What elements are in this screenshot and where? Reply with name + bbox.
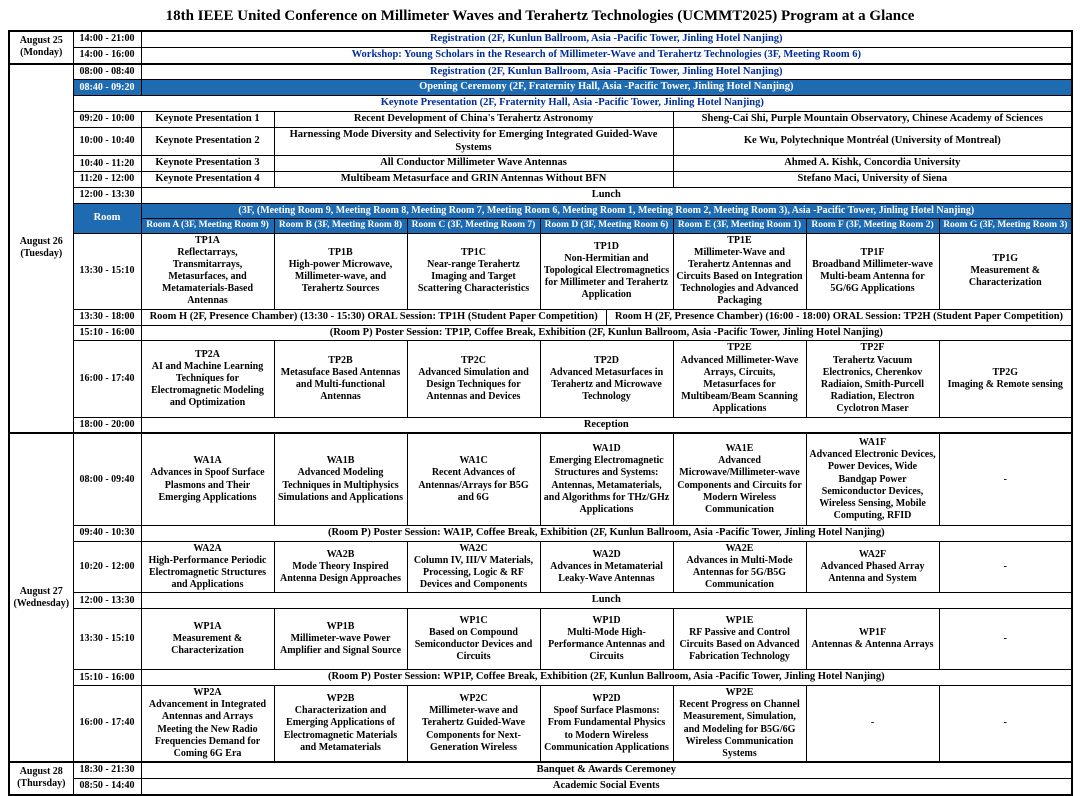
session-cell-tp1c xyxy=(407,233,540,309)
dash: - xyxy=(1003,633,1007,645)
row-oral-sessions xyxy=(9,309,1072,325)
keynote-header-cell: Keynote Presentation (2F, Fraternity Hall, Asia -Pacific Tower, Jinling Hotel Nanjing) xyxy=(73,96,1072,112)
opening-ceremony-cell: Opening Ceremony (2F, Fraternity Hall, Asia -Pacific Tower, Jinling Hotel Nanjing) xyxy=(141,80,1072,96)
time-cell: 13:30 - 15:10 xyxy=(73,609,141,670)
oral-halves xyxy=(142,310,1072,325)
session-cell-wp2d xyxy=(540,686,673,763)
session-cell-wa2a xyxy=(141,541,274,593)
session-code: TP2F xyxy=(860,342,885,354)
lunch-cell: Lunch xyxy=(141,187,1072,203)
session-code: WA2F xyxy=(858,548,887,560)
keynote-label: Keynote Presentation 4 xyxy=(141,172,274,188)
row-registration-aug25 xyxy=(9,31,1072,47)
time-cell: 09:20 - 10:00 xyxy=(73,111,141,127)
session-code: TP2D xyxy=(594,354,619,366)
session-cell-wa1a xyxy=(141,433,274,525)
session-code: WA2C xyxy=(459,542,488,554)
session-cell-wa1e xyxy=(673,433,806,525)
session-cell-wa2c xyxy=(407,541,540,593)
session-title: Advances in Metamaterial Leaky-Wave Antennas xyxy=(550,560,663,585)
time-cell: 15:10 - 16:00 xyxy=(73,325,141,341)
row-reception xyxy=(9,417,1072,433)
session-title: Mode Theory Inspired Antenna Design Approaches xyxy=(280,560,401,585)
time-cell: 13:30 - 15:10 xyxy=(73,233,141,309)
session-code: WP1B xyxy=(326,620,355,632)
session-cell-tp1f xyxy=(806,233,939,309)
session-title: Emerging Electromagnetic Structures and Systems: Antennas, Metamaterials, and Algorithms for THz/GHz Applications xyxy=(543,455,670,515)
row-lunch-aug27 xyxy=(9,593,1072,609)
row-keynote-4 xyxy=(9,172,1072,188)
session-code: WA2D xyxy=(592,548,621,560)
session-cell-wa2d xyxy=(540,541,673,593)
registration-aug26-cell: Registration (2F, Kunlun Ballroom, Asia -Pacific Tower, Jinling Hotel Nanjing) xyxy=(141,64,1072,80)
row-sessions-wp2 xyxy=(9,686,1072,763)
row-sessions-tp1 xyxy=(9,233,1072,309)
session-code: WA2E xyxy=(725,542,754,554)
session-title: High-power Microwave, Millimeter-wave, and Terahertz Sources xyxy=(288,258,393,295)
session-title: Measurement & Characterization xyxy=(968,265,1042,289)
poster-wa1p-cell: (Room P) Poster Session: WA1P, Coffee Break, Exhibition (2F, Kunlun Ballroom, Asia -Pacific Tower, Jinling Hotel Nanjing) xyxy=(141,525,1072,541)
banquet-cell: Banquet & Awards Ceremoney xyxy=(141,762,1072,778)
session-cell-wa2e xyxy=(673,541,806,593)
keynote-title: Multibeam Metasurface and GRIN Antennas Without BFN xyxy=(274,172,673,188)
oral-session-tp1h: Room H (2F, Presence Chamber) (13:30 - 15:30) ORAL Session: TP1H (Student Paper Competition) xyxy=(149,310,598,322)
session-code: WP2D xyxy=(592,693,621,705)
session-code: WA1E xyxy=(725,443,754,455)
session-cell-tp2f xyxy=(806,341,939,417)
session-cell-tp1e xyxy=(673,233,806,309)
time-cell: 14:00 - 21:00 xyxy=(73,31,141,47)
session-code: TP2B xyxy=(328,354,353,366)
row-keynote-header xyxy=(9,96,1072,112)
session-title: Advances in Spoof Surface Plasmons and Their Emerging Applications xyxy=(150,467,265,503)
time-cell: 15:10 - 16:00 xyxy=(73,670,141,686)
row-sessions-wa2 xyxy=(9,541,1072,593)
session-title: RF Passive and Control Circuits Based on Advanced Fabrication Technology xyxy=(679,627,800,663)
row-sessions-tp2 xyxy=(9,341,1072,417)
session-cell-tp2e xyxy=(673,341,806,417)
row-workshop xyxy=(9,47,1072,63)
session-cell-wa1f xyxy=(806,433,939,525)
session-title: Terahertz Vacuum Electronics, Cherenkov Radiaion, Smith-Purcell Radiation, Electron Cyclotron Maser xyxy=(820,354,925,415)
session-title: Advanced Metasurfaces in Terahertz and Microwave Technology xyxy=(549,366,664,403)
date-cell-aug28 xyxy=(9,762,73,795)
session-cell-wa1d xyxy=(540,433,673,525)
session-title: Column IV, III/V Materials, Processing, Logic & RF Devices and Components xyxy=(413,554,534,591)
page-title: 18th IEEE United Conference on Millimeter Waves and Terahertz Technologies (UCMMT2025) Program at a Glance xyxy=(165,8,915,24)
row-room-header xyxy=(9,203,1072,218)
session-title: Characterization and Emerging Applications of Electromagnetic Materials and Metamaterials xyxy=(283,705,398,753)
time-cell: 14:00 - 16:00 xyxy=(73,47,141,63)
session-code: WA2B xyxy=(326,548,355,560)
keynote-title: Recent Development of China's Terahertz Astronomy xyxy=(274,111,673,127)
session-code: TP2A xyxy=(195,348,220,360)
time-cell: 09:40 - 10:30 xyxy=(73,525,141,541)
room-f-header: Room F (3F, Meeting Room 2) xyxy=(806,218,939,233)
room-floor-cell: (3F, (Meeting Room 9, Meeting Room 8, Meeting Room 7, Meeting Room 6, Meeting Room 1, Meeting Room 2, Meeting Room 3), Asia -Pacific Tower, Jinling Hotel Nanjing) xyxy=(141,203,1072,218)
date-line1: August 25 xyxy=(19,35,63,47)
room-c-header: Room C (3F, Meeting Room 7) xyxy=(407,218,540,233)
keynote-label: Keynote Presentation 3 xyxy=(141,156,274,172)
session-title: Reflectarrays, Transmitarrays, Metasurfaces, and Metamaterials-Based Antennas xyxy=(161,246,254,307)
session-cell-tp2a xyxy=(141,341,274,417)
session-cell-empty xyxy=(939,541,1072,593)
session-cell-wp2c xyxy=(407,686,540,763)
session-code: WA2A xyxy=(193,542,222,554)
session-code: TP2G xyxy=(992,366,1019,378)
row-room-names xyxy=(9,218,1072,233)
session-code: TP1A xyxy=(195,234,220,246)
session-code: WA1A xyxy=(193,455,222,467)
time-cell: 08:00 - 09:40 xyxy=(73,433,141,525)
keynote-speaker: Ahmed A. Kishk, Concordia University xyxy=(673,156,1072,172)
session-cell-wp1d xyxy=(540,609,673,670)
time-cell: 10:20 - 12:00 xyxy=(73,541,141,593)
session-code: TP1B xyxy=(328,246,353,258)
session-cell-tp2b xyxy=(274,341,407,417)
room-label-cell: Room xyxy=(73,203,141,233)
date-line1: August 28 xyxy=(19,766,63,778)
session-code: WP2B xyxy=(326,693,355,705)
session-code: TP2C xyxy=(461,354,486,366)
session-title: Antennas & Antenna Arrays xyxy=(811,639,934,651)
session-cell-wp1f xyxy=(806,609,939,670)
room-g-header: Room G (3F, Meeting Room 3) xyxy=(939,218,1072,233)
time-cell: 10:40 - 11:20 xyxy=(73,156,141,172)
session-code: WP1F xyxy=(858,627,887,639)
session-title: Measurement & Characterization xyxy=(171,633,244,657)
keynote-speaker: Ke Wu, Polytechnique Montréal (University of Montreal) xyxy=(673,127,1072,156)
time-cell: 08:50 - 14:40 xyxy=(73,778,141,794)
program-table xyxy=(8,30,1073,796)
session-title: Recent Advances of Antennas/Arrays for B5G and 6G xyxy=(418,467,529,503)
row-registration-aug26 xyxy=(9,64,1072,80)
academic-social-cell: Academic Social Events xyxy=(141,778,1072,794)
session-cell-wp1e xyxy=(673,609,806,670)
time-cell: 08:00 - 08:40 xyxy=(73,64,141,80)
session-title: Millimeter-Wave and Terahertz Antennas and Circuits Based on Integration Technologies and Advanced Packaging xyxy=(676,246,803,307)
session-code: WP1A xyxy=(193,620,222,632)
session-title: Near-range Terahertz Imaging and Target Scattering Characteristics xyxy=(417,258,530,295)
session-title: Based on Compound Semiconductor Devices and Circuits xyxy=(414,627,533,663)
row-sessions-wp1 xyxy=(9,609,1072,670)
row-sessions-wa1 xyxy=(9,433,1072,525)
date-line2: (Thursday) xyxy=(17,778,66,790)
session-title: Advanced Electronic Devices, Power Devices, Wide Bandgap Power Semiconductor Devices, Wireless Sensing, Mobile Computing, RFID xyxy=(809,449,936,522)
registration-aug25-cell: Registration (2F, Kunlun Ballroom, Asia -Pacific Tower, Jinling Hotel Nanjing) xyxy=(141,31,1072,47)
row-academic-social xyxy=(9,778,1072,794)
keynote-title: Harnessing Mode Diversity and Selectivity for Emerging Integrated Guided-Wave Systems xyxy=(274,127,673,156)
row-keynote-2 xyxy=(9,127,1072,156)
session-cell-tp1d xyxy=(540,233,673,309)
row-poster-wp1p xyxy=(9,670,1072,686)
session-code: TP1E xyxy=(727,234,752,246)
session-title: Millimeter-wave Power Amplifier and Signal Source xyxy=(279,633,402,657)
session-cell-wa1c xyxy=(407,433,540,525)
date-line2: (Monday) xyxy=(20,47,63,59)
room-b-header: Room B (3F, Meeting Room 8) xyxy=(274,218,407,233)
session-code: WP1D xyxy=(592,614,621,626)
session-code: WA1D xyxy=(592,443,621,455)
session-code: WP1C xyxy=(459,614,488,626)
session-code: WA1C xyxy=(459,455,488,467)
oral-sessions-cell xyxy=(141,309,1072,325)
session-code: TP1C xyxy=(461,246,486,258)
session-code: WA1B xyxy=(326,455,355,467)
time-cell: 18:00 - 20:00 xyxy=(73,417,141,433)
session-cell-wp2b xyxy=(274,686,407,763)
poster-tp1p-cell: (Room P) Poster Session: TP1P, Coffee Break, Exhibition (2F, Kunlun Ballroom, Asia -Pacific Tower, Jinling Hotel Nanjing) xyxy=(141,325,1072,341)
session-title: AI and Machine Learning Techniques for Electromagnetic Modeling and Optimization xyxy=(151,360,264,409)
time-cell: 11:20 - 12:00 xyxy=(73,172,141,188)
session-title: Recent Progress on Channel Measurement, Simulation, and Modeling for B5G/6G Wireless Communication Systems xyxy=(679,699,800,759)
session-code: TP2E xyxy=(727,342,752,354)
session-code: WA1F xyxy=(858,436,887,448)
session-cell-wp1c xyxy=(407,609,540,670)
session-cell-wp1b xyxy=(274,609,407,670)
session-code: TP1D xyxy=(594,240,619,252)
date-line2: (Wednesday) xyxy=(13,597,70,609)
date-cell-aug27 xyxy=(9,433,73,762)
session-cell-wp2a xyxy=(141,686,274,763)
session-title: Advanced Simulation and Design Techniques for Antennas and Devices xyxy=(418,366,529,403)
time-cell: 08:40 - 09:20 xyxy=(73,80,141,96)
date-line1: August 27 xyxy=(19,585,63,597)
room-d-header: Room D (3F, Meeting Room 6) xyxy=(540,218,673,233)
row-keynote-3 xyxy=(9,156,1072,172)
session-code: TP1G xyxy=(992,252,1019,264)
room-a-header: Room A (3F, Meeting Room 9) xyxy=(141,218,274,233)
session-code: WP2A xyxy=(193,687,222,699)
row-poster-tp1p xyxy=(9,325,1072,341)
session-cell-tp2c xyxy=(407,341,540,417)
keynote-label: Keynote Presentation 1 xyxy=(141,111,274,127)
session-title: Advanced Phased Array Antenna and System xyxy=(820,560,925,585)
date-line1: August 26 xyxy=(19,236,63,248)
session-cell-wa1b xyxy=(274,433,407,525)
session-cell-wp2e xyxy=(673,686,806,763)
session-title: Millimeter-wave and Terahertz Guided-Wave Components for Next-Generation Wireless xyxy=(421,705,526,753)
session-title: High-Performance Periodic Electromagnetic Structures and Applications xyxy=(148,554,267,591)
keynote-label: Keynote Presentation 2 xyxy=(141,127,274,156)
time-cell: 16:00 - 17:40 xyxy=(73,341,141,417)
time-cell: 10:00 - 10:40 xyxy=(73,127,141,156)
oral-session-tp2h: Room H (2F, Presence Chamber) (16:00 - 18:00) ORAL Session: TP2H (Student Paper Competition) xyxy=(606,310,1071,325)
session-title: Metasuface Based Antennas and Multi-functional Antennas xyxy=(280,366,401,403)
session-title: Broadband Millimeter-wave Multi-beam Antenna for 5G/6G Applications xyxy=(812,258,933,295)
session-title: Imaging & Remote sensing xyxy=(947,379,1063,391)
time-cell: 16:00 - 17:40 xyxy=(73,686,141,763)
session-cell-empty xyxy=(939,433,1072,525)
poster-wp1p-cell: (Room P) Poster Session: WP1P, Coffee Break, Exhibition (2F, Kunlun Ballroom, Asia -Pacific Tower, Jinling Hotel Nanjing) xyxy=(141,670,1072,686)
date-cell-aug25 xyxy=(9,31,73,64)
session-code: TP1F xyxy=(860,246,885,258)
keynote-title: All Conductor Millimeter Wave Antennas xyxy=(274,156,673,172)
session-title: Spoof Surface Plasmons: From Fundamental Physics to Modern Wireless Communication Applications xyxy=(544,705,669,753)
session-code: WP2E xyxy=(725,687,754,699)
session-cell-empty xyxy=(806,686,939,763)
row-banquet xyxy=(9,762,1072,778)
dash: - xyxy=(1003,717,1007,729)
session-cell-tp1a xyxy=(141,233,274,309)
session-code: WP1E xyxy=(725,614,754,626)
dash: - xyxy=(1003,560,1007,572)
date-line2: (Tuesday) xyxy=(20,248,63,260)
reception-cell: Reception xyxy=(141,417,1072,433)
row-poster-wa1p xyxy=(9,525,1072,541)
keynote-speaker: Stefano Maci, University of Siena xyxy=(673,172,1072,188)
session-title: Advanced Microwave/Millimeter-wave Components and Circuits for Modern Wireless Communication xyxy=(677,455,802,515)
keynote-speaker: Sheng-Cai Shi, Purple Mountain Observatory, Chinese Academy of Sciences xyxy=(673,111,1072,127)
session-title: Advancement in Integrated Antennas and Arrays Meeting the New Radio Frequencies Demand for Coming 6G Era xyxy=(148,699,267,759)
session-title: Advances in Multi-Mode Antennas for 5G/B5G Communication xyxy=(686,554,793,591)
session-cell-tp2g xyxy=(939,341,1072,417)
session-cell-wa2b xyxy=(274,541,407,593)
date-cell-aug26 xyxy=(9,64,73,434)
row-keynote-1 xyxy=(9,111,1072,127)
session-cell-wp1a xyxy=(141,609,274,670)
dash: - xyxy=(1003,473,1007,485)
session-title: Non-Hermitian and Topological Electromagnetics for Millimeter and Terahertz Application xyxy=(543,252,670,301)
lunch-cell: Lunch xyxy=(141,593,1072,609)
session-title: Multi-Mode High-Performance Antennas and Circuits xyxy=(548,627,665,663)
dash: - xyxy=(870,717,875,729)
time-cell: 12:00 - 13:30 xyxy=(73,593,141,609)
session-code: WP2C xyxy=(459,693,488,705)
session-cell-tp2d xyxy=(540,341,673,417)
session-cell-empty xyxy=(939,609,1072,670)
time-cell: 18:30 - 21:30 xyxy=(73,762,141,778)
time-cell: 13:30 - 18:00 xyxy=(73,309,141,325)
row-lunch-aug26 xyxy=(9,187,1072,203)
session-title: Advanced Millimeter-Wave Arrays, Circuits, Metasurfaces for Multibeam/Beam Scanning Applications xyxy=(680,354,799,415)
workshop-cell: Workshop: Young Scholars in the Research of Millimeter-Wave and Terahertz Technologies (3F, Meeting Room 6) xyxy=(141,47,1072,63)
session-cell-tp1b xyxy=(274,233,407,309)
session-cell-empty xyxy=(939,686,1072,763)
room-e-header: Room E (3F, Meeting Room 1) xyxy=(673,218,806,233)
session-cell-wa2f xyxy=(806,541,939,593)
time-cell: 12:00 - 13:30 xyxy=(73,187,141,203)
row-opening-ceremony xyxy=(9,80,1072,96)
session-cell-tp1g xyxy=(939,233,1072,309)
session-title: Advanced Modeling Techniques in Multiphysics Simulations and Applications xyxy=(277,467,404,503)
